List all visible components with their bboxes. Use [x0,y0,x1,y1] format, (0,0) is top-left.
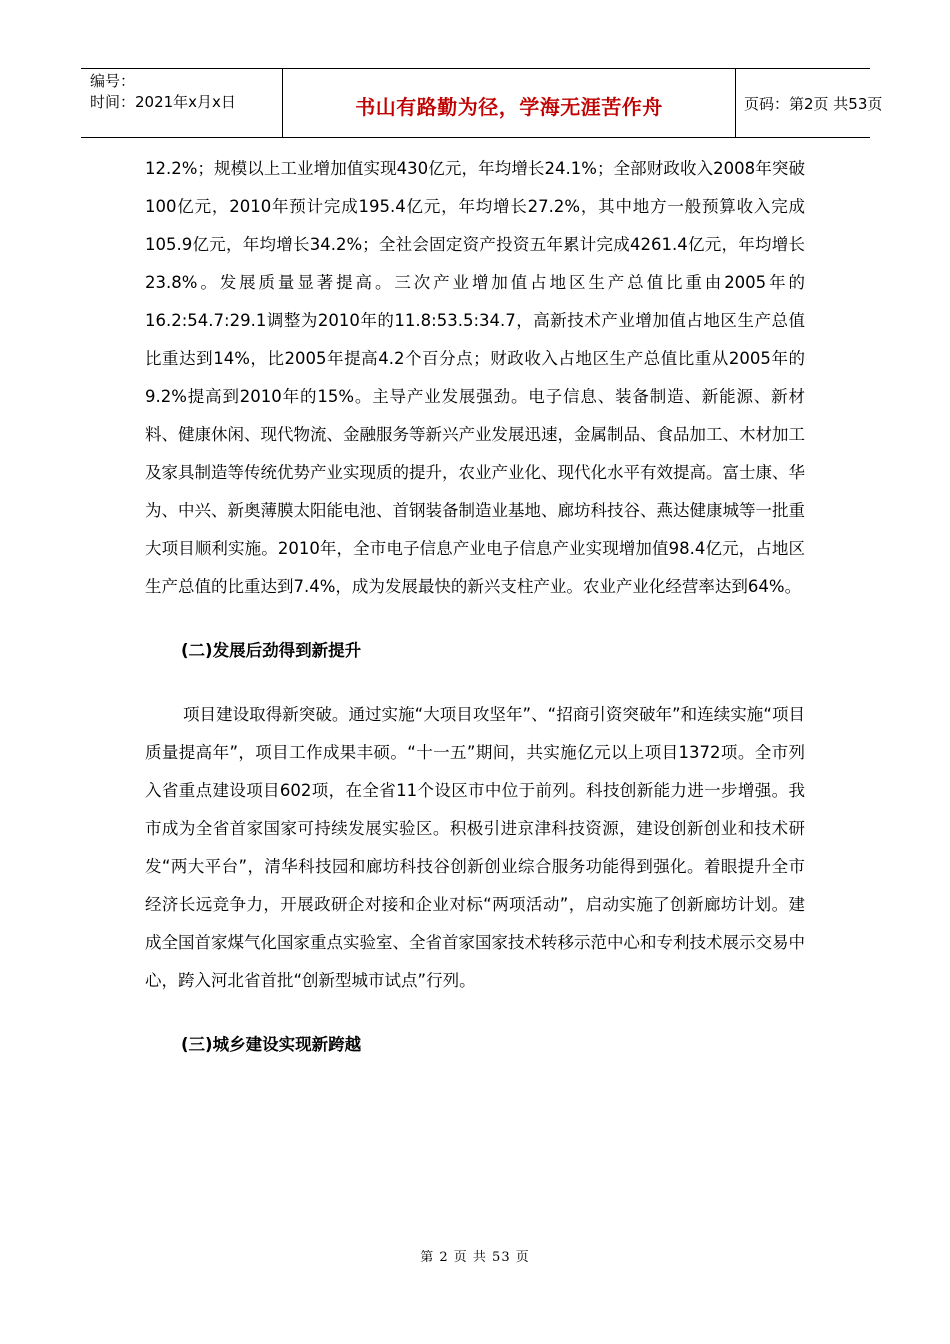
header-motto-cell [283,69,736,137]
section-heading: (二)发展后劲得到新提升 [181,641,362,660]
header-meta-cell [81,69,283,137]
document-body [145,150,805,1064]
page-footer: 第 2 页 共 53 页 [420,1250,530,1265]
document-date-label: 时间：2021年x月x日 [90,93,236,111]
header-motto: 书山有路勤为径，学海无涯苦作舟 [355,95,663,119]
body-paragraph: 12.2%；规模以上工业增加值实现430亿元，年均增长24.1%；全部财政收入2008年突破100亿元，2010年预计完成195.4亿元，年均增长27.2%，其中地方一般预算收入完成105.9亿元，年均增长34.2%；全社会固定资产投资五年累计完成4261.4亿元，年均增长23.8%。发展质量显著提高。三次产业增加值占地区生产总值比重由2005年的16.2:54.7:29.1调整为2010年的11.8:53.5:34.7，高新技术产业增加值占地区生产总值比重达到14%，比2005年提高4.2个百分点；财政收入占地区生产总值比重从2005年的9.2%提高到2010年的15%。主导产业发展强劲。电子信息、装备制造、新能源、新材料、健康休闲、现代物流、金融服务等新兴产业发展迅速，金属制品、食品加工、木材加工及家具制造等传统优势产业实现质的提升，农业产业化、现代化水平有效提高。富士康、华为、中兴、新奥薄膜太阳能电池、首钢装备制造业基地、廊坊科技谷、燕达健康城等一批重大项目顺利实施。2010年，全市电子信息产业电子信息产业实现增加值98.4亿元，占地区生产总值的比重达到7.4%，成为发展最快的新兴支柱产业。农业产业化经营率达到64%。 [145,159,805,596]
body-paragraph: 项目建设取得新突破。通过实施“大项目攻坚年”、“招商引资突破年”和连续实施“项目质量提高年”，项目工作成果丰硕。“十一五”期间，共实施亿元以上项目1372项。全市列入省重点建设项目602项，在全省11个设区市中位于前列。科技创新能力进一步增强。我市成为全省首家国家可持续发展实验区。积极引进京津科技资源，建设创新创业和技术研发“两大平台”，清华科技园和廊坊科技谷创新创业综合服务功能得到强化。着眼提升全市经济长远竞争力，开展政研企对接和企业对标“两项活动”，启动实施了创新廊坊计划。建成全国首家煤气化国家重点实验室、全省首家国家技术转移示范中心和专利技术展示交易中心，跨入河北省首批“创新型城市试点”行列。 [145,705,805,990]
section-heading: (三)城乡建设实现新跨越 [181,1035,362,1054]
document-header [81,68,883,138]
header-page-cell [736,69,883,137]
header-page-info: 页码：第2页 共53页 [744,95,883,113]
document-number-label: 编号： [90,72,136,90]
